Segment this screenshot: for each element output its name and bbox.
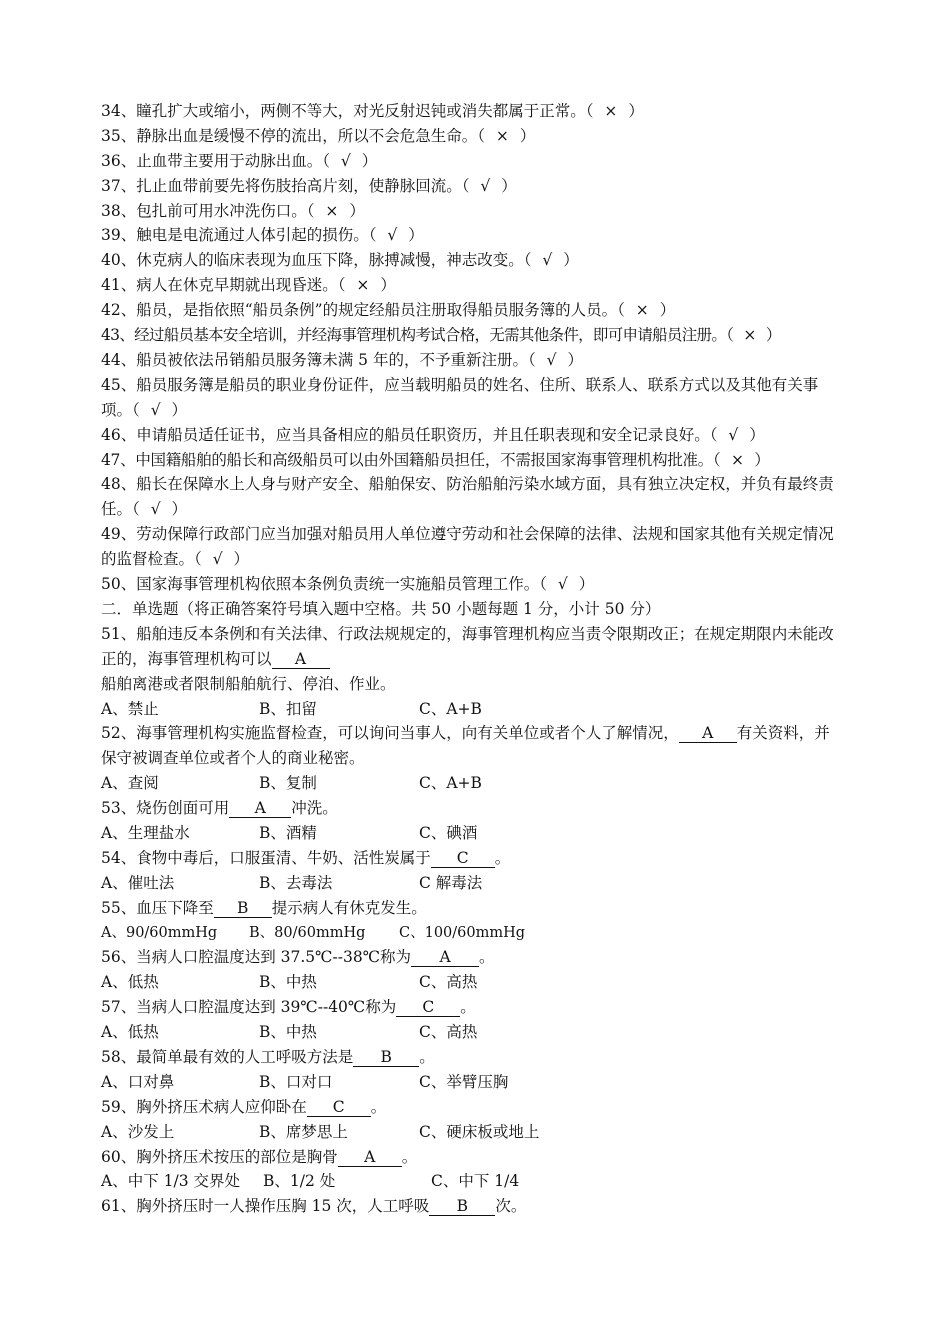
answer-blank: B	[214, 900, 272, 918]
tf-item-47: 47、中国籍船舶的船长和高级船员可以由外国籍船员担任，不需报国家海事管理机构批准。（ × ）	[101, 448, 840, 473]
tf-item-43: 43、经过船员基本安全培训，并经海事管理机构考试合格，无需其他条件，即可申请船员注册。（ × ）	[101, 323, 840, 348]
option-b: B、1/2 处	[263, 1172, 336, 1191]
answer-mark: ×	[635, 301, 649, 320]
answer-mark: ×	[743, 326, 756, 345]
option-b: B、酒精	[259, 823, 317, 842]
tf-item-34: 34、瞳孔扩大或缩小，两侧不等大，对光反射迟钝或消失都属于正常。（ × ）	[101, 99, 840, 124]
answer-mark: √	[340, 151, 351, 170]
option-b: B、扣留	[259, 699, 317, 718]
answer-blank: B	[353, 1049, 419, 1067]
option-a: A、催吐法	[101, 873, 175, 892]
option-b: B、复制	[259, 774, 317, 793]
answer-mark: √	[150, 400, 161, 419]
tf-item-48: 48、船长在保障水上人身与财产安全、船舶保安、防治船舶污染水域方面，具有独立决定权，并负有最终责任。（ √ ）	[101, 472, 840, 522]
options-60	[101, 1169, 840, 1194]
option-b: B、80/60mmHg	[249, 924, 366, 941]
answer-blank: A	[338, 1149, 402, 1167]
option-a: A、90/60mmHg	[101, 924, 218, 941]
option-a: A、低热	[101, 973, 159, 992]
option-c: C、碘酒	[419, 823, 478, 842]
tf-item-40: 40、休克病人的临床表现为血压下降，脉搏减慢，神志改变。（ √ ）	[101, 248, 840, 273]
option-c: C 解毒法	[419, 873, 483, 892]
section-heading: 二．单选题（将正确答案符号填入题中空格。共 50 小题每题 1 分，小计 50 分）	[101, 599, 661, 618]
options-51	[101, 697, 840, 722]
tf-item-38: 38、包扎前可用水冲洗伤口。（ × ）	[101, 199, 840, 224]
options-55	[101, 921, 840, 946]
answer-mark: √	[542, 251, 553, 270]
question-58: 58、最简单最有效的人工呼吸方法是 B 。	[101, 1048, 435, 1066]
tf-item-42: 42、船员，是指依照“船员条例”的规定经船员注册取得船员服务簿的人员。（ × ）	[101, 298, 840, 323]
question-51-continuation: 船舶离港或者限制船舶航行、停泊、作业。	[101, 674, 396, 693]
question-59: 59、胸外挤压术病人应仰卧在 C 。	[101, 1097, 387, 1116]
answer-blank: C	[307, 1099, 371, 1117]
question-53: 53、烧伤创面可用 A 冲洗。	[101, 799, 338, 818]
answer-mark: ×	[495, 126, 509, 145]
option-b: B、席梦思上	[259, 1122, 348, 1141]
option-c: C、硬床板或地上	[419, 1122, 540, 1141]
question-57: 57、当病人口腔温度达到 39℃--40℃称为 C 。	[101, 998, 476, 1017]
answer-mark: √	[480, 176, 491, 195]
answer-mark: √	[557, 575, 568, 594]
answer-blank: C	[431, 850, 495, 868]
option-b: B、去毒法	[259, 873, 333, 892]
question-51: 51、船舶违反本条例和有关法律、行政法规规定的，海事管理机构应当责令限期改正；在规定期限内未能改正的，海事管理机构可以 A	[101, 624, 834, 668]
options-58	[101, 1070, 840, 1095]
answer-blank: B	[429, 1198, 495, 1216]
tf-item-50: 50、国家海事管理机构依照本条例负责统一实施船员管理工作。（ √ ）	[101, 572, 840, 597]
option-c: C、高热	[419, 973, 478, 992]
answer-mark: √	[150, 500, 161, 519]
option-c: C、中下 1/4	[431, 1172, 520, 1191]
tf-item-45: 45、船员服务簿是船员的职业身份证件，应当载明船员的姓名、住所、联系人、联系方式以及其他有关事项。（ √ ）	[101, 373, 840, 423]
question-55: 55、血压下降至 B 提示病人有休克发生。	[101, 898, 427, 917]
answer-mark: ×	[356, 276, 370, 295]
tf-item-37: 37、扎止血带前要先将伤肢抬高片刻，使静脉回流。（ √ ）	[101, 174, 840, 199]
tf-item-35: 35、静脉出血是缓慢不停的流出，所以不会危急生命。（ × ）	[101, 124, 840, 149]
tf-item-41: 41、病人在休克早期就出现昏迷。（ × ）	[101, 273, 840, 298]
options-56	[101, 970, 840, 995]
option-a: A、沙发上	[101, 1122, 175, 1141]
answer-mark: ×	[731, 450, 744, 469]
options-57	[101, 1020, 840, 1045]
option-c: C、100/60mmHg	[399, 924, 526, 941]
tf-item-36: 36、止血带主要用于动脉出血。（ √ ）	[101, 149, 840, 174]
option-c: C、A+B	[419, 699, 482, 718]
answer-mark: ×	[604, 102, 618, 120]
answer-blank: C	[396, 999, 460, 1017]
question-56: 56、当病人口腔温度达到 37.5℃--38℃称为 A 。	[101, 948, 495, 967]
answer-blank: A	[272, 651, 330, 669]
options-52	[101, 771, 840, 796]
answer-blank: A	[229, 800, 291, 818]
tf-item-39: 39、触电是电流通过人体引起的损伤。（ √ ）	[101, 223, 840, 248]
option-a: A、口对鼻	[101, 1072, 175, 1091]
options-59	[101, 1120, 840, 1145]
tf-item-44: 44、船员被依法吊销船员服务簿未满 5 年的，不予重新注册。（ √ ）	[101, 348, 840, 373]
options-54	[101, 871, 840, 896]
option-a: A、低热	[101, 1023, 159, 1042]
question-61: 61、胸外挤压时一人操作压胸 15 次，人工呼吸 B 次。	[101, 1197, 527, 1216]
answer-mark: √	[546, 350, 557, 369]
option-b: B、中热	[259, 1023, 317, 1042]
question-52: 52、海事管理机构实施监督检查，可以询问当事人，向有关单位或者个人了解情况， A 有关资料，并保守被调查单位或者个人的商业秘密。	[101, 724, 830, 768]
options-53	[101, 821, 840, 846]
answer-mark: √	[212, 550, 223, 569]
question-60: 60、胸外挤压术按压的部位是胸骨 A 。	[101, 1147, 418, 1166]
option-c: C、举臂压胸	[419, 1072, 509, 1091]
option-b: B、中热	[259, 973, 317, 992]
option-c: C、A+B	[419, 774, 482, 793]
answer-mark: √	[387, 226, 398, 245]
answer-blank: A	[411, 949, 479, 967]
true-false-list	[101, 99, 840, 597]
answer-mark: √	[728, 425, 739, 444]
option-a: A、生理盐水	[101, 823, 190, 842]
option-b: B、口对口	[259, 1072, 333, 1091]
option-a: A、中下 1/3 交界处	[101, 1172, 240, 1191]
answer-mark: ×	[325, 201, 339, 220]
question-54: 54、食物中毒后，口服蛋清、牛奶、活性炭属于 C 。	[101, 848, 511, 867]
option-c: C、高热	[419, 1023, 478, 1042]
tf-item-46: 46、申请船员适任证书，应当具备相应的船员任职资历，并且任职表现和安全记录良好。（ √ ）	[101, 423, 840, 448]
answer-blank: A	[679, 725, 737, 743]
option-a: A、禁止	[101, 699, 159, 718]
tf-item-49: 49、劳动保障行政部门应当加强对船员用人单位遵守劳动和社会保障的法律、法规和国家其他有关规定情况的监督检查。（ √ ）	[101, 522, 840, 572]
option-a: A、查阅	[101, 774, 159, 793]
